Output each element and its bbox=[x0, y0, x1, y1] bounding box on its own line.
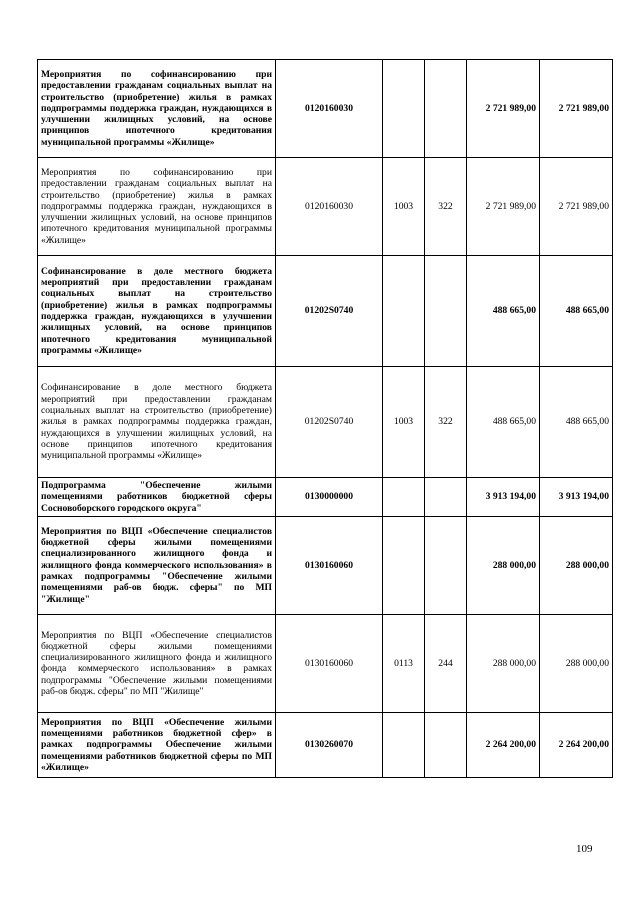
budget-item-name: Мероприятия по ВЦП «Обеспечение специалистов бюджетной сферы жилыми помещениями специализированного жилищного фонда и жилищного фонда коммерческого использования» в рамках подпрограммы "Обеспечение жилыми помещениями раб-ов бюдж. сферы" по МП "Жилище" bbox=[38, 516, 276, 614]
budget-item-name: Мероприятия по софинансированию при предоставлении гражданам социальных выплат на строительство (приобретение) жилья в рамках подпрограммы поддержка граждан, нуждающихся в улучшении жилищных условий, на основе принципов ипотечного кредитования муниципальной программы «Жилище» bbox=[38, 60, 276, 158]
expense-type-code bbox=[425, 516, 467, 614]
budget-item-name: Мероприятия по ВЦП «Обеспечение специалистов бюджетной сферы жилыми помещениями специализированного жилищного фонда и жилищного фонда коммерческого использования» в рамках подпрограммы "Обеспечение жилыми помещениями раб-ов бюдж. сферы" по МП "Жилище" bbox=[38, 614, 276, 712]
expense-type-code bbox=[425, 256, 467, 367]
amount-approved: 488 665,00 bbox=[540, 256, 613, 367]
table-row bbox=[38, 614, 613, 712]
section-code: 0113 bbox=[383, 614, 425, 712]
expense-type-code: 244 bbox=[425, 614, 467, 712]
budget-item-name: Мероприятия по софинансированию при предоставлении гражданам социальных выплат на строительство (приобретение) жилья в рамках подпрограммы поддержка граждан, нуждающихся в улучшении жилищных условий, на основе принципов ипотечного кредитования муниципальной программы «Жилище» bbox=[38, 158, 276, 256]
budget-table bbox=[37, 59, 613, 778]
amount-plan: 3 913 194,00 bbox=[467, 478, 540, 517]
expense-type-code bbox=[425, 712, 467, 777]
section-code: 1003 bbox=[383, 367, 425, 478]
section-code bbox=[383, 478, 425, 517]
amount-plan: 2 721 989,00 bbox=[467, 60, 540, 158]
table-row bbox=[38, 478, 613, 517]
budget-item-name: Софинансирование в доле местного бюджета мероприятий при предоставлении гражданам социальных выплат на строительство (приобретение) жилья в рамках подпрограммы поддержка граждан, нуждающихся в улучшении жилищных условий, на основе принципов ипотечного кредитования муниципальной программы «Жилище» bbox=[38, 367, 276, 478]
table-row bbox=[38, 60, 613, 158]
expense-type-code bbox=[425, 60, 467, 158]
amount-plan: 2 264 200,00 bbox=[467, 712, 540, 777]
expense-type-code bbox=[425, 478, 467, 517]
amount-approved: 3 913 194,00 bbox=[540, 478, 613, 517]
target-article-code: 0130260070 bbox=[276, 712, 383, 777]
section-code bbox=[383, 516, 425, 614]
amount-approved: 2 264 200,00 bbox=[540, 712, 613, 777]
amount-approved: 488 665,00 bbox=[540, 367, 613, 478]
amount-approved: 288 000,00 bbox=[540, 516, 613, 614]
amount-approved: 2 721 989,00 bbox=[540, 158, 613, 256]
table-row bbox=[38, 516, 613, 614]
table-row bbox=[38, 712, 613, 777]
amount-plan: 488 665,00 bbox=[467, 367, 540, 478]
table-row bbox=[38, 367, 613, 478]
amount-plan: 2 721 989,00 bbox=[467, 158, 540, 256]
budget-item-name: Мероприятия по ВЦП «Обеспечение жилыми помещениями работников бюджетной сфер» в рамках подпрограммы Обеспечение жилыми помещениями работников бюджетной сферы по МП «Жилище» bbox=[38, 712, 276, 777]
page-number: 109 bbox=[576, 843, 593, 855]
target-article-code: 0130160060 bbox=[276, 614, 383, 712]
target-article-code: 0120160030 bbox=[276, 158, 383, 256]
section-code: 1003 bbox=[383, 158, 425, 256]
section-code bbox=[383, 712, 425, 777]
amount-plan: 288 000,00 bbox=[467, 516, 540, 614]
target-article-code: 0120160030 bbox=[276, 60, 383, 158]
target-article-code: 01202S0740 bbox=[276, 256, 383, 367]
section-code bbox=[383, 256, 425, 367]
amount-approved: 288 000,00 bbox=[540, 614, 613, 712]
target-article-code: 01202S0740 bbox=[276, 367, 383, 478]
expense-type-code: 322 bbox=[425, 367, 467, 478]
target-article-code: 0130000000 bbox=[276, 478, 383, 517]
expense-type-code: 322 bbox=[425, 158, 467, 256]
amount-plan: 488 665,00 bbox=[467, 256, 540, 367]
budget-item-name: Подпрограмма "Обеспечение жилыми помещениями работников бюджетной сферы Сосновоборского городского округа" bbox=[38, 478, 276, 517]
table-row bbox=[38, 256, 613, 367]
budget-item-name: Софинансирование в доле местного бюджета мероприятий при предоставлении гражданам социальных выплат на строительство (приобретение) жилья в рамках подпрограммы поддержка граждан, нуждающихся в улучшении жилищных условий, на основе принципов ипотечного кредитования муниципальной программы «Жилище» bbox=[38, 256, 276, 367]
target-article-code: 0130160060 bbox=[276, 516, 383, 614]
table-row bbox=[38, 158, 613, 256]
amount-plan: 288 000,00 bbox=[467, 614, 540, 712]
budget-table-body bbox=[38, 60, 613, 778]
amount-approved: 2 721 989,00 bbox=[540, 60, 613, 158]
section-code bbox=[383, 60, 425, 158]
